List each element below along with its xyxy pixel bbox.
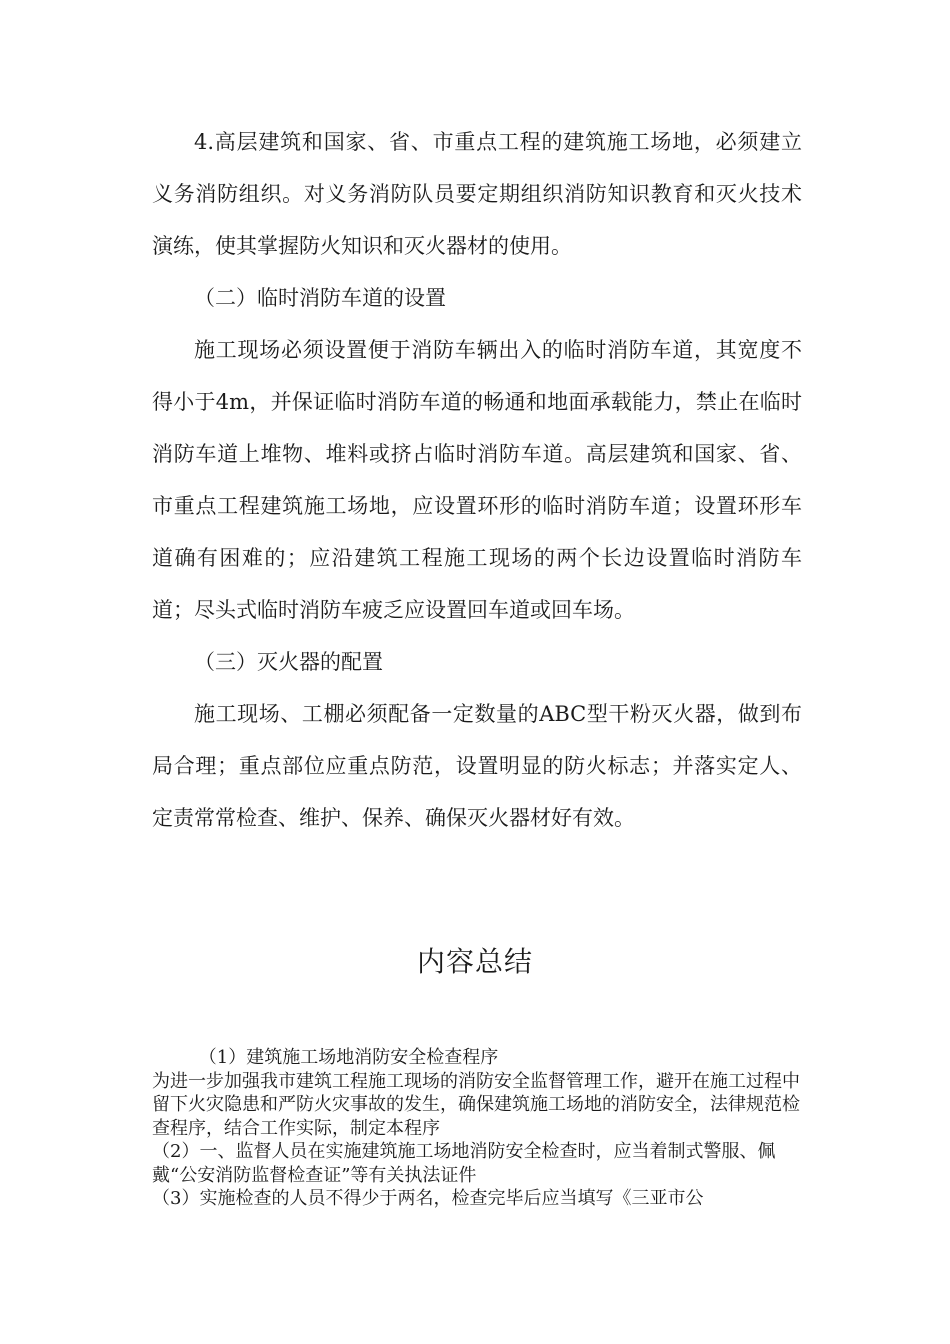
paragraph-extinguishers: 施工现场、工棚必须配备一定数量的ABC型干粉灭火器，做到布局合理；重点部位应重点防范，设置明显的防火标志；并落实定人、定责常常检查、维护、保养、确保灭火器材好有效。 <box>152 702 802 830</box>
paragraph-fire-brigade: 4.高层建筑和国家、省、市重点工程的建筑施工场地，必须建立义务消防组织。对义务消防队员要定期组织消防知识教育和灭火技术演练，使其掌握防火知识和灭火器材的使用。 <box>152 130 802 258</box>
summary-line-4: （3）实施检查的人员不得少于两名，检查完毕后应当填写《三亚市公 <box>152 1188 704 1209</box>
paragraph-fire-lane: 施工现场必须设置便于消防车辆出入的临时消防车道，其宽度不得小于4m，并保证临时消防车道的畅通和地面承载能力，禁止在临时消防车道上堆物、堆料或挤占临时消防车道。高层建筑和国家、省、市重点工程建筑施工场地，应设置环形的临时消防车道；设置环形车道确有困难的；应沿建筑工程施工现场的两个长边设置临时消防车道；尽头式临时消防车疲乏应设置回车道或回车场。 <box>152 338 802 622</box>
summary-line-2: 为进一步加强我市建筑工程施工现场的消防安全监督管理工作，避开在施工过程中留下火灾隐患和严防火灾事故的发生，确保建筑施工场地的消防安全，法律规范检查程序，结合工作实际，制定本程序 <box>152 1070 800 1139</box>
section-heading-fire-lane: （二）临时消防车道的设置 <box>194 286 446 310</box>
summary-line-3: （2）一、监督人员在实施建筑施工场地消防安全检查时，应当着制式警服、佩戴“公安消防监督检查证”等有关执法证件 <box>152 1141 776 1186</box>
summary-title: 内容总结 <box>416 945 533 978</box>
section-heading-extinguishers: （三）灭火器的配置 <box>194 650 383 674</box>
summary-line-1: （1）建筑施工场地消防安全检查程序 <box>198 1047 499 1068</box>
summary-block <box>152 1046 802 1211</box>
body-text <box>152 116 802 844</box>
